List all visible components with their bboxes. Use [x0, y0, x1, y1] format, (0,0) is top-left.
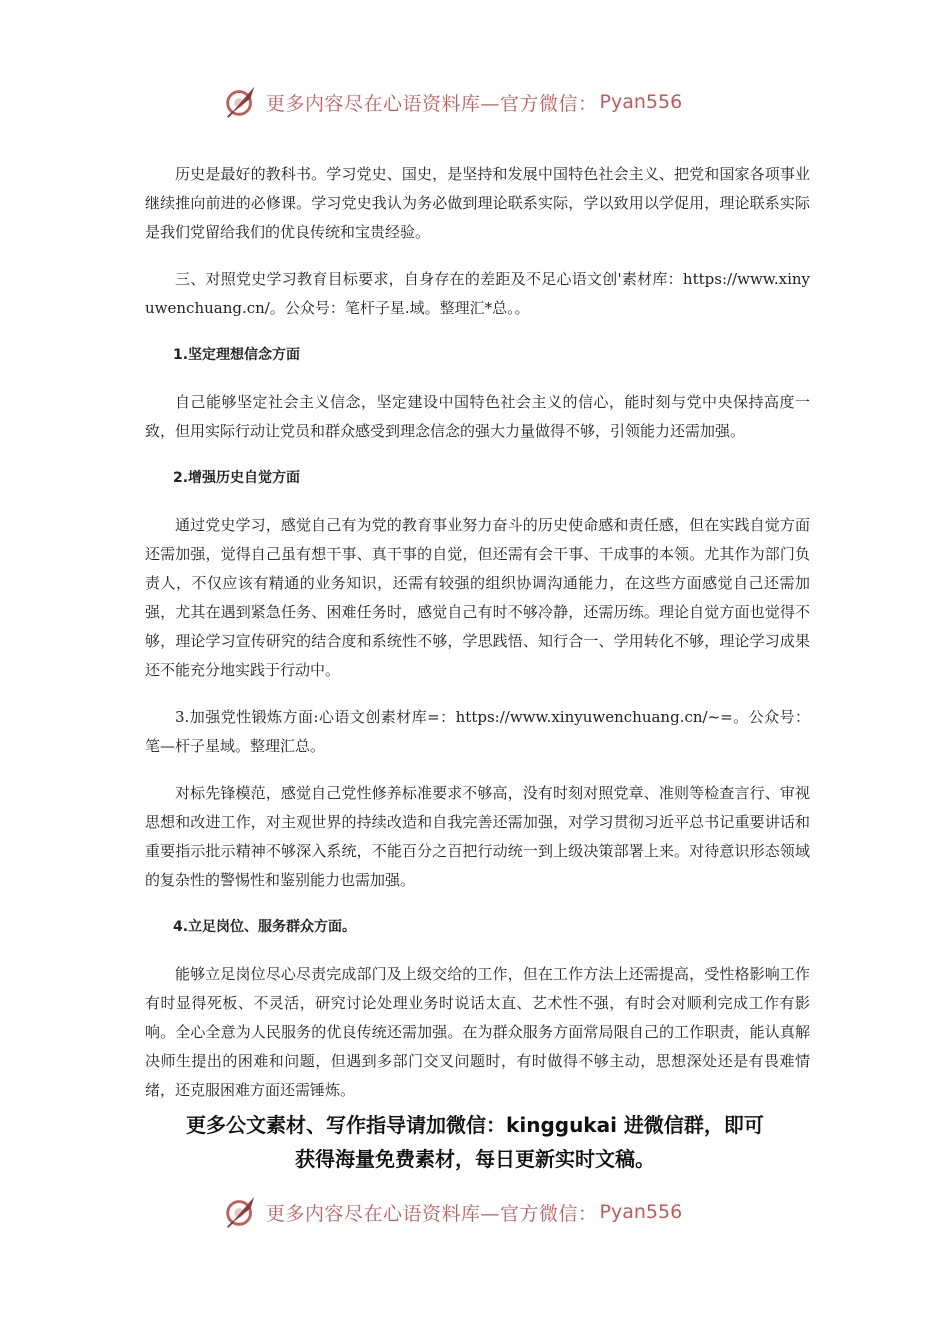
footer-banner-text: 更多内容尽在心语资料库—官方微信：: [266, 1202, 598, 1225]
promo-line-1: 更多公文素材、写作指导请加微信：kinggukai 进微信群，即可: [186, 1113, 764, 1137]
paragraph-party-spirit-heading: 3.加强党性锻炼方面:心语文创素材库=：https://www.xinyuwenchuang.cn/~=。公众号：笔—杆子星域。整理汇总。: [145, 708, 810, 755]
promo-notice: [100, 1108, 850, 1176]
header-banner-contact: Pyan556: [599, 91, 683, 113]
header-banner: [222, 82, 742, 122]
quill-logo-icon: [222, 1193, 260, 1231]
paragraph-service: 能够立足岗位尽心尽责完成部门及上级交给的工作，但在工作方法上还需提高，受性格影响工作有时显得死板、不灵活，研究讨论处理业务时说话太直、艺术性不强，有时会对顺利完成工作有影响。全心全意为人民服务的优良传统还需加强。在为群众服务方面常局限自己的工作职责，能认真解决师生提出的困难和问题，但遇到多部门交叉问题时，有时做得不够主动，思想深处还是有畏难情绪，还克服困难方面还需锤炼。: [145, 965, 810, 1099]
subheading-history: 2.增强历史自觉方面: [173, 470, 301, 486]
header-banner-text: 更多内容尽在心语资料库—官方微信：: [266, 92, 598, 115]
paragraph-ideals: 自己能够坚定社会主义信念，坚定建设中国特色社会主义的信心，能时刻与党中央保持高度一致，但用实际行动让党员和群众感受到理念信念的强大力量做得不够，引领能力还需加强。: [145, 393, 810, 440]
paragraph-history: 通过党史学习，感觉自己有为党的教育事业努力奋斗的历史使命感和责任感，但在实践自觉方面还需加强，觉得自己虽有想干事、真干事的自觉，但还需有会干事、干成事的本领。尤其作为部门负责人，不仅应该有精通的业务知识，还需有较强的组织协调沟通能力，在这些方面感觉自己还需加强，尤其在遇到紧急任务、困难任务时，感觉自己有时不够冷静，还需历练。理论自觉方面也觉得不够，理论学习宣传研究的结合度和系统性不够，学思践悟、知行合一、学用转化不够，理论学习成果还不能充分地实践于行动中。: [145, 516, 810, 679]
quill-logo-icon: [222, 83, 260, 121]
footer-banner: [222, 1192, 742, 1232]
promo-line-2: 获得海量免费素材，每日更新实时文稿。: [295, 1147, 655, 1171]
subheading-service: 4.立足岗位、服务群众方面。: [173, 919, 357, 935]
subheading-ideals: 1.坚定理想信念方面: [173, 347, 301, 363]
paragraph-party-spirit: 对标先锋模范，感觉自己党性修养标准要求不够高，没有时刻对照党章、准则等检查言行、审视思想和改进工作，对主观世界的持续改造和自我完善还需加强，对学习贯彻习近平总书记重要讲话和重要指示批示精神不够深入系统，不能百分之百把行动统一到上级决策部署上来。对待意识形态领域的复杂性的警惕性和鉴别能力也需加强。: [145, 784, 810, 889]
footer-banner-contact: Pyan556: [599, 1201, 683, 1223]
paragraph-intro: 历史是最好的教科书。学习党史、国史，是坚持和发展中国特色社会主义、把党和国家各项事业继续推向前进的必修课。学习党史我认为务必做到理论联系实际，学以致用以学促用，理论联系实际是我们党留给我们的优良传统和宝贵经验。: [145, 165, 810, 241]
paragraph-section-three: 三、对照党史学习教育目标要求，自身存在的差距及不足心语文创'素材库：https://www.xinyuwenchuang.cn/。公众号：笔杆子星.域。整理汇*总。。: [145, 270, 810, 317]
document-body: [145, 160, 810, 1123]
